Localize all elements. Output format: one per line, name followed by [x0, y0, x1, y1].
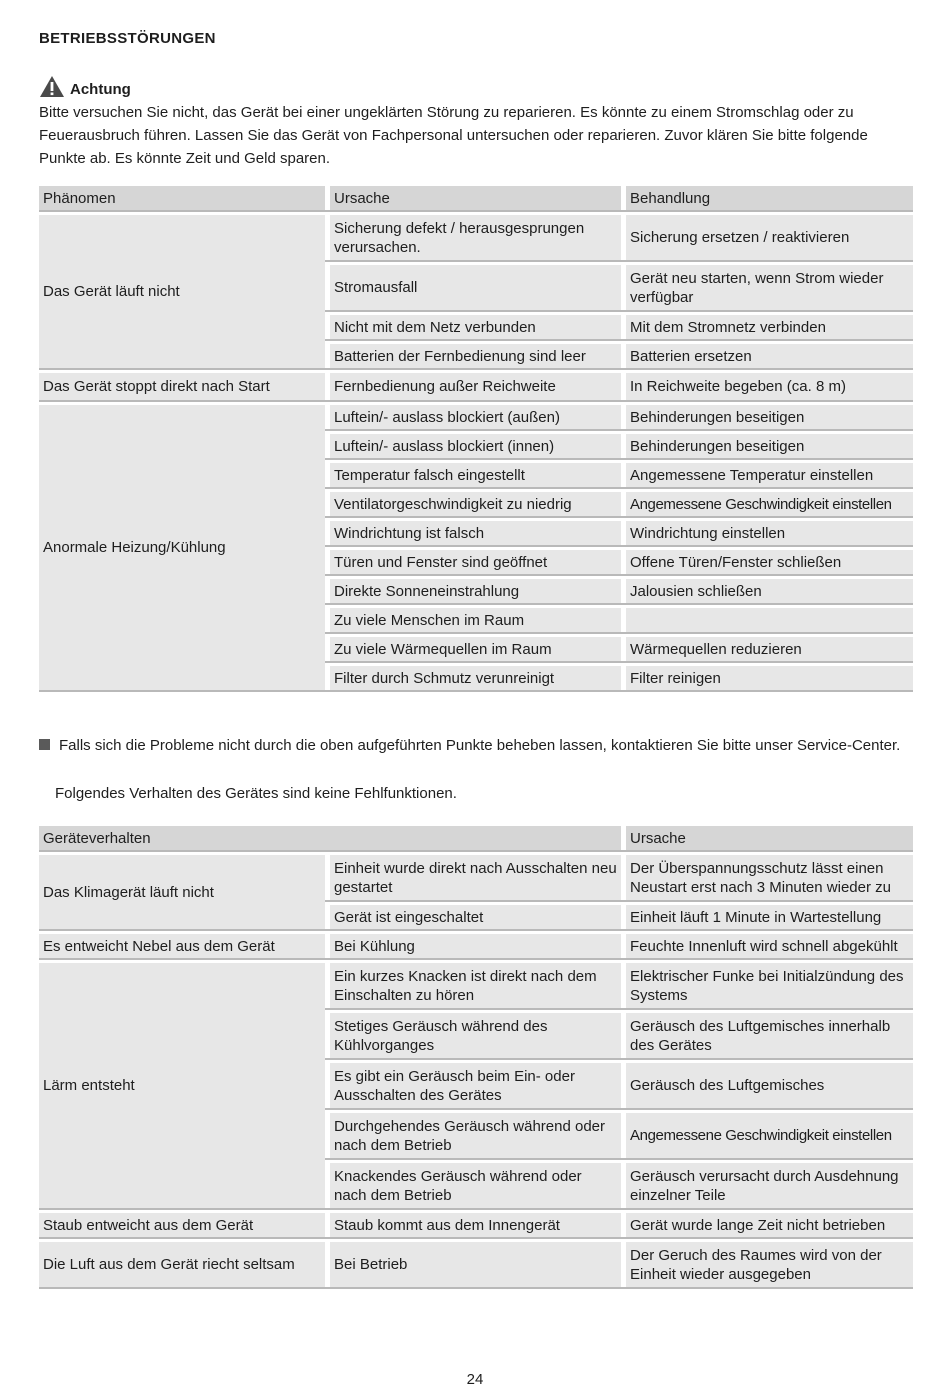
table-row: [39, 963, 913, 1008]
table-row: [39, 215, 913, 260]
page-number: 24: [466, 1371, 484, 1388]
condition-cell: Stetiges Geräusch während des Kühlvorganges: [325, 1013, 621, 1058]
cause-cell: Direkte Sonneneinstrahlung: [325, 579, 621, 603]
cause-cell: Feuchte Innenluft wird schnell abgekühlt: [621, 934, 913, 958]
remedy-cell: Sicherung ersetzen / reaktivieren: [621, 215, 913, 260]
remedy-cell: Jalousien schließen: [621, 579, 913, 603]
cause-cell: Sicherung defekt / herausgesprungen verursachen.: [325, 215, 621, 260]
cause-cell: Elektrischer Funke bei Initialzündung des Systems: [621, 963, 913, 1008]
remedy-cell: Angemessene Temperatur einstellen: [621, 463, 913, 487]
behavior-cell: Es entweicht Nebel aus dem Gerät: [39, 934, 325, 958]
square-bullet-icon: [39, 739, 50, 750]
cause-cell: Windrichtung ist falsch: [325, 521, 621, 545]
cause-cell: Zu viele Wärmequellen im Raum: [325, 637, 621, 661]
phenomenon-cell: Das Gerät stoppt direkt nach Start: [39, 373, 325, 400]
condition-cell: Bei Kühlung: [325, 934, 621, 958]
remedy-cell: Filter reinigen: [621, 666, 913, 690]
remedy-cell: Gerät neu starten, wenn Strom wieder verfügbar: [621, 265, 913, 310]
cause-cell: Der Überspannungsschutz lässt einen Neustart erst nach 3 Minuten wieder zu: [621, 855, 913, 900]
condition-cell: Bei Betrieb: [325, 1242, 621, 1287]
remedy-cell: Windrichtung einstellen: [621, 521, 913, 545]
remedy-cell: Angemessene Geschwindigkeit einstellen: [621, 492, 913, 516]
behavior-cell: Staub entweicht aus dem Gerät: [39, 1213, 325, 1237]
header-cause: Ursache: [621, 826, 913, 850]
cause-cell: Nicht mit dem Netz verbunden: [325, 315, 621, 339]
remedy-cell: Offene Türen/Fenster schließen: [621, 550, 913, 574]
cause-cell: Stromausfall: [325, 265, 621, 310]
cause-cell: Batterien der Fernbedienung sind leer: [325, 344, 621, 368]
warning-triangle-icon: [39, 75, 65, 98]
cause-cell: Geräusch des Luftgemisches: [621, 1063, 913, 1108]
remedy-cell: Mit dem Stromnetz verbinden: [621, 315, 913, 339]
table-row: [39, 1213, 913, 1237]
cause-cell: Luftein/- auslass blockiert (innen): [325, 434, 621, 458]
warning-heading: [39, 74, 131, 98]
cause-cell: Angemessene Geschwindigkeit einstellen: [621, 1113, 913, 1158]
phenomenon-cell: Das Gerät läuft nicht: [39, 215, 325, 368]
remedy-cell: Wärmequellen reduzieren: [621, 637, 913, 661]
note-text: Folgendes Verhalten des Gerätes sind keine Fehlfunktionen.: [55, 785, 457, 802]
warning-text: Bitte versuchen Sie nicht, das Gerät bei einer ungeklärten Störung zu reparieren. Es könnte zu einem Stromschlag oder zu Feuerausbruch führen. Lassen Sie das Gerät von Fachpersonal untersuchen oder reparieren. Zuvor klären Sie bitte folgende Punkte ab. Es könnte Zeit und Geld sparen.: [39, 104, 868, 167]
table-row: [39, 373, 913, 400]
condition-cell: Durchgehendes Geräusch während oder nach dem Betrieb: [325, 1113, 621, 1158]
table-row: [39, 1242, 913, 1287]
condition-cell: Knackendes Geräusch während oder nach dem Betrieb: [325, 1163, 621, 1208]
header-remedy: Behandlung: [621, 186, 913, 210]
condition-cell: Einheit wurde direkt nach Ausschalten neu gestartet: [325, 855, 621, 900]
condition-cell: Es gibt ein Geräusch beim Ein- oder Ausschalten des Gerätes: [325, 1063, 621, 1108]
table-header-row: [39, 826, 913, 850]
warning-heading-label: Achtung: [70, 81, 131, 98]
cause-cell: Zu viele Menschen im Raum: [325, 608, 621, 632]
table-row: [39, 855, 913, 900]
cause-cell: Türen und Fenster sind geöffnet: [325, 550, 621, 574]
behavior-cell: Die Luft aus dem Gerät riecht seltsam: [39, 1242, 325, 1287]
behavior-cell: Das Klimagerät läuft nicht: [39, 855, 325, 929]
remedy-cell: In Reichweite begeben (ca. 8 m): [621, 373, 913, 400]
page-title: BETRIEBSSTÖRUNGEN: [39, 30, 216, 47]
remedy-cell: [621, 608, 913, 632]
condition-cell: Ein kurzes Knacken ist direkt nach dem Einschalten zu hören: [325, 963, 621, 1008]
cause-cell: Geräusch verursacht durch Ausdehnung einzelner Teile: [621, 1163, 913, 1208]
cause-cell: Luftein/- auslass blockiert (außen): [325, 405, 621, 429]
cause-cell: Geräusch des Luftgemisches innerhalb des Gerätes: [621, 1013, 913, 1058]
cause-cell: Temperatur falsch eingestellt: [325, 463, 621, 487]
cause-cell: Fernbedienung außer Reichweite: [325, 373, 621, 400]
condition-cell: Gerät ist eingeschaltet: [325, 905, 621, 929]
cause-cell: Ventilatorgeschwindigkeit zu niedrig: [325, 492, 621, 516]
header-phenomenon: Phänomen: [39, 186, 325, 210]
cause-cell: Der Geruch des Raumes wird von der Einheit wieder ausgegeben: [621, 1242, 913, 1287]
behavior-table: [39, 821, 913, 1292]
service-hint-text: Falls sich die Probleme nicht durch die oben aufgeführten Punkte beheben lassen, kontaktieren Sie bitte unser Service-Center.: [59, 737, 901, 754]
condition-cell: Staub kommt aus dem Innengerät: [325, 1213, 621, 1237]
phenomenon-cell: Anormale Heizung/Kühlung: [39, 405, 325, 690]
header-cause: Ursache: [325, 186, 621, 210]
remedy-cell: Behinderungen beseitigen: [621, 405, 913, 429]
cause-cell: Einheit läuft 1 Minute in Wartestellung: [621, 905, 913, 929]
remedy-cell: Behinderungen beseitigen: [621, 434, 913, 458]
table-row: [39, 405, 913, 429]
header-behavior: Geräteverhalten: [39, 826, 621, 850]
remedy-cell: Batterien ersetzen: [621, 344, 913, 368]
behavior-cell: Lärm entsteht: [39, 963, 325, 1208]
table-header-row: [39, 186, 913, 210]
cause-cell: Gerät wurde lange Zeit nicht betrieben: [621, 1213, 913, 1237]
cause-cell: Filter durch Schmutz verunreinigt: [325, 666, 621, 690]
table-row: [39, 934, 913, 958]
troubleshooting-table: [39, 181, 913, 695]
